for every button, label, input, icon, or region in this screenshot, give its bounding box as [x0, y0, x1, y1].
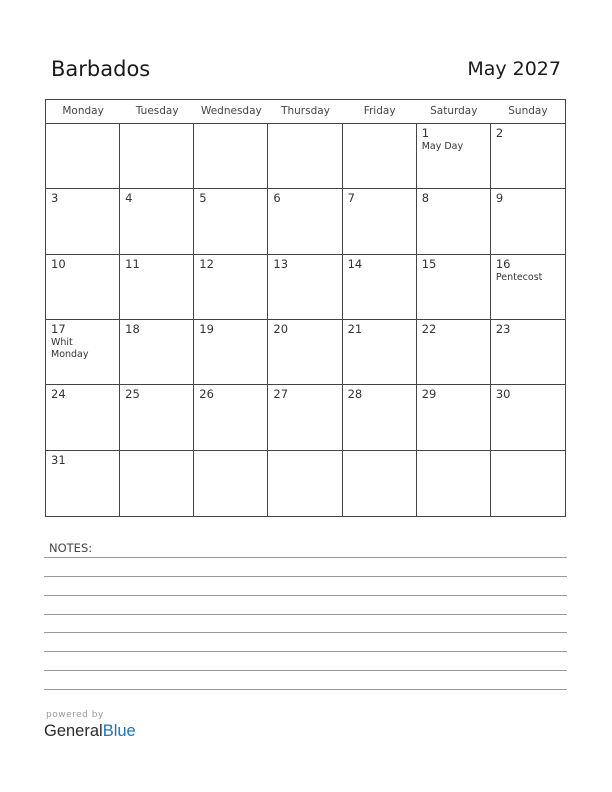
- day-number: 25: [125, 387, 140, 402]
- day-cell: [343, 451, 417, 516]
- day-cell: [491, 255, 565, 320]
- weekday-monday: Monday: [62, 105, 104, 117]
- holiday-label: May Day: [421, 141, 464, 152]
- day-number: 1: [421, 126, 430, 140]
- note-line: [44, 670, 567, 671]
- note-line: [44, 689, 567, 690]
- day-cell: [417, 451, 491, 516]
- day-cell: [417, 320, 491, 385]
- day-cell: [268, 189, 342, 254]
- day-number: 3: [51, 191, 59, 206]
- weekday-saturday: Saturday: [430, 105, 478, 117]
- day-cell: [417, 385, 491, 450]
- day-number: 4: [125, 191, 133, 206]
- day-cell: [194, 255, 268, 320]
- note-line: [44, 595, 567, 596]
- day-cell: [46, 385, 120, 450]
- day-cell: [417, 124, 491, 189]
- day-cell: [120, 189, 194, 254]
- calendar-body: [46, 124, 565, 516]
- day-number: 22: [421, 322, 437, 336]
- day-number: 15: [421, 256, 437, 271]
- day-number: 26: [199, 387, 214, 402]
- day-number: 12: [199, 256, 214, 271]
- day-cell: [120, 255, 194, 320]
- day-cell: [120, 320, 194, 385]
- day-cell: [343, 124, 417, 189]
- day-cell: [194, 385, 268, 450]
- day-cell: [46, 320, 120, 385]
- day-cell: [343, 385, 417, 450]
- weekday-sunday: Sunday: [508, 105, 548, 117]
- day-number: 2: [495, 126, 504, 140]
- day-number: 17: [51, 322, 66, 336]
- notes-label: NOTES:: [49, 541, 93, 555]
- weekday-friday: Friday: [363, 105, 396, 117]
- day-cell: [491, 320, 565, 385]
- day-number: 6: [273, 191, 281, 206]
- brand-name-blue: Blue: [102, 722, 136, 740]
- month-title: May 2027: [467, 58, 561, 80]
- day-cell: [194, 124, 268, 189]
- day-number: 19: [199, 322, 214, 336]
- day-number: 28: [347, 387, 363, 402]
- day-cell: [268, 124, 342, 189]
- weekday-thursday: Thursday: [281, 105, 330, 117]
- day-number: 29: [421, 387, 437, 402]
- day-cell: [46, 255, 120, 320]
- day-cell: [343, 320, 417, 385]
- day-number: 14: [347, 256, 363, 271]
- day-cell: [417, 255, 491, 320]
- day-cell: [194, 189, 268, 254]
- day-cell: [491, 451, 565, 516]
- day-number: 9: [495, 191, 504, 206]
- day-cell: [120, 385, 194, 450]
- day-number: 21: [347, 322, 363, 336]
- brand-name-general: General: [44, 722, 103, 740]
- brand-logo: [44, 720, 136, 742]
- day-number: 8: [421, 191, 430, 206]
- day-number: 30: [495, 387, 511, 402]
- calendar-grid: [45, 99, 566, 517]
- day-cell: [268, 255, 342, 320]
- weekday-wednesday: Wednesday: [200, 105, 262, 117]
- day-number: 16: [495, 256, 511, 271]
- note-line: [44, 614, 567, 615]
- day-number: 5: [199, 191, 207, 206]
- weekday-header: [46, 100, 565, 124]
- day-number: 20: [273, 322, 289, 336]
- day-cell: [343, 189, 417, 254]
- day-cell: [46, 124, 120, 189]
- note-line: [44, 632, 567, 633]
- day-number: 13: [273, 256, 289, 271]
- day-number: 27: [273, 387, 289, 402]
- day-cell: [46, 451, 120, 516]
- day-cell: [268, 320, 342, 385]
- note-line: [44, 557, 567, 558]
- day-cell: [120, 124, 194, 189]
- day-cell: [268, 385, 342, 450]
- note-line: [44, 576, 567, 577]
- note-line: [44, 651, 567, 652]
- day-cell: [120, 451, 194, 516]
- day-number: 31: [51, 452, 66, 467]
- day-cell: [491, 189, 565, 254]
- powered-by-text: powered by: [46, 710, 104, 720]
- day-cell: [194, 320, 268, 385]
- day-number: 10: [51, 256, 66, 271]
- day-cell: [491, 124, 565, 189]
- day-cell: [417, 189, 491, 254]
- weekday-tuesday: Tuesday: [135, 105, 179, 117]
- day-cell: [46, 189, 120, 254]
- day-cell: [343, 255, 417, 320]
- holiday-label: Whit Monday: [51, 337, 89, 360]
- holiday-label: Pentecost: [495, 271, 543, 283]
- day-cell: [268, 451, 342, 516]
- day-number: 11: [125, 256, 140, 271]
- day-number: 18: [125, 322, 140, 336]
- day-number: 23: [495, 322, 511, 336]
- day-number: 24: [51, 387, 66, 402]
- day-cell: [491, 385, 565, 450]
- country-title: Barbados: [51, 57, 151, 81]
- day-cell: [194, 451, 268, 516]
- day-number: 7: [347, 191, 355, 206]
